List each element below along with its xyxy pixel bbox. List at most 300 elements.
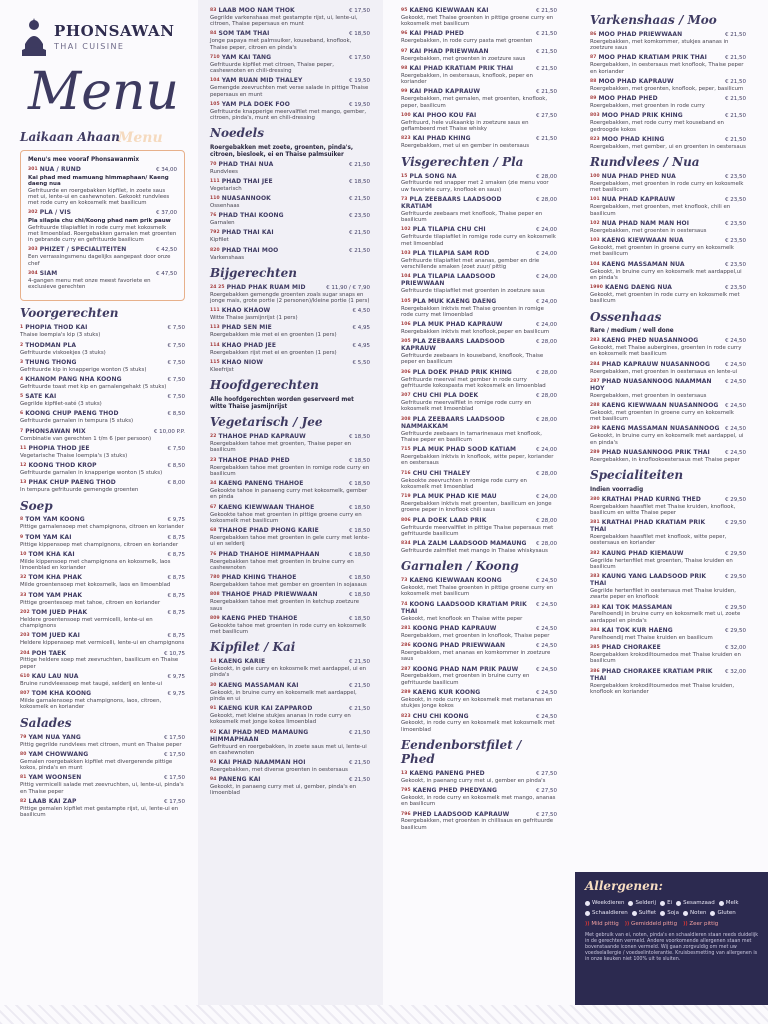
menu-item-price: € 28,00	[536, 416, 557, 423]
menu-item-header	[20, 674, 185, 681]
menu-item	[210, 706, 370, 725]
section-title-text: Voorgerechten	[20, 306, 119, 321]
menu-item-price: € 18,50	[349, 592, 370, 599]
menu-item-description: Milde kippensoep met champignons en kokosmelk, laos limoenblad en koriander	[20, 558, 171, 572]
menu-item-number: 11	[20, 445, 27, 451]
menu-item-description: Roergebakken, met groenten in bruine curry en gefrituurde basilicum	[401, 673, 530, 686]
menu-item	[590, 238, 746, 257]
menu-item-price: € 29,50	[725, 604, 746, 611]
buddha-logo-icon	[20, 16, 48, 58]
menu-item-header	[401, 113, 557, 120]
menu-item-number: 104	[210, 78, 220, 84]
menu-item	[28, 247, 177, 266]
menu-item-price: € 24,50	[536, 666, 557, 673]
menu-item-header	[590, 450, 746, 457]
menu-item-price: € 27,50	[536, 811, 557, 818]
menu-item-description: Roergebakken, met groenten in oestersaus en lente-ui	[590, 368, 738, 375]
menu-item-header	[401, 771, 557, 778]
menu-item-description: Pittige garnalensoep met champignons, citroen en koriander	[20, 524, 184, 531]
menu-item-name: 284 PHAD KAPRAUW NUASANNOOG	[590, 360, 710, 368]
menu-item	[590, 551, 746, 570]
menu-item	[210, 102, 370, 121]
section-title-text: Vegetarisch / Jee	[210, 415, 323, 430]
chili-icon: ))	[683, 920, 688, 927]
menu-item-number: 82	[20, 798, 27, 804]
menu-item-number: 7	[20, 428, 24, 434]
menu-item-name: 809 KAENG PHED THAHOE	[210, 614, 298, 622]
menu-item-number: 86	[590, 31, 597, 37]
menu-item-price: € 8,75	[167, 534, 185, 541]
menu-item-name: 98 KAI PHAD KRATIAM PRIK THAI	[401, 64, 514, 72]
menu-item	[590, 285, 746, 304]
column-4-sections	[590, 14, 746, 695]
menu-section	[210, 416, 370, 635]
menu-item-description: Pittige gemalen kipfilet met gestampte rijst, ui, lente-ui en basilicum	[20, 805, 179, 818]
menu-item	[20, 463, 185, 476]
menu-item-header	[590, 379, 746, 393]
menu-item	[210, 55, 370, 74]
brand-name: PHONSAWAN	[54, 21, 175, 40]
menu-item-description: Gekookt, in rode curry en kokosmelk met metananas en stukjes jonge kokos	[401, 696, 553, 710]
menu-item-number: 34	[210, 481, 217, 487]
menu-item-number: 92	[210, 729, 217, 735]
menu-item-name: 834 PLA ZALM LAADSOOD MAMAUNG	[401, 540, 527, 548]
menu-item-price: € 29,50	[725, 496, 746, 503]
menu-item-header	[590, 238, 746, 245]
allergen-icon	[628, 901, 633, 906]
menu-item-description: Gefrituurde tilapiafilet in rode curry met kokosmelk met limoenblad. Roergebakken garnalen met groenten in gebrande curry en gefrituurde basilicum	[28, 224, 177, 244]
menu-item-description: Roergebakken tahoe met groenten in ketchup zoetzure saus	[210, 599, 360, 612]
menu-item-description: Roergebakken inktvis met knoflook,peper en basilicum	[401, 329, 550, 335]
menu-item-description: Gekookt, in rode curry en kokosmelk met mango, ananas en basilicum	[401, 794, 556, 808]
menu-item-price: € 21,50	[725, 136, 746, 143]
menu-item-price: € 8,75	[167, 609, 185, 616]
allergen-label: Gluten	[717, 910, 736, 917]
menu-item-name: 289 KAENG KUR KOONG	[401, 689, 481, 697]
menu-item-header	[210, 55, 370, 62]
menu-item-description: Roergebakken, in rode curry pasta met groenten	[401, 38, 533, 45]
menu-item-header	[401, 8, 557, 15]
menu-item-name: 4 KHANOM PANG NHA KOONG	[20, 376, 122, 383]
menu-item	[590, 197, 746, 216]
menu-item-price: € 8,75	[167, 575, 185, 582]
menu-item-name: 110 NUASANNOOK	[210, 194, 271, 202]
menu-item-price: € 21,50	[349, 247, 370, 254]
menu-item-header	[401, 494, 557, 501]
menu-item-description: Milde garnalensoep met champignons, laos, citroen, kokosmelk en koriander	[20, 698, 162, 711]
menu-item-name: 381 KRATHAI PHAD KRATIAM PRIK THAI	[590, 519, 706, 534]
menu-item-name: 792 PHAD THAI KAI	[210, 229, 274, 237]
section-title	[590, 14, 746, 28]
menu-item	[210, 434, 370, 453]
menu-item-price: € 28,00	[536, 339, 557, 346]
menu-item-number: 73	[401, 578, 408, 584]
menu-item-price: € 28,00	[536, 369, 557, 376]
menu-item-price: € 23,50	[725, 285, 746, 292]
menu-item	[20, 633, 185, 646]
menu-item-description: Gegrilde hertenfilet met groenten, Thaise kruiden en basilicum	[590, 557, 733, 570]
menu-item-price: € 21,50	[349, 682, 370, 689]
menu-item-price: € 28,00	[536, 173, 557, 180]
menu-item-name: 91 KAENG KUR KAI ZAPPAROD	[210, 705, 313, 713]
menu-item-number: 115	[210, 359, 220, 365]
allergen-item	[632, 910, 657, 916]
menu-item-header	[401, 274, 557, 288]
allergen-label: Sesamzaad	[683, 899, 715, 906]
menu-item	[210, 592, 370, 611]
menu-item	[590, 338, 746, 357]
menu-item-name: 95 KAENG KIEWWAAN KAI	[401, 7, 489, 14]
menu-item-header	[20, 446, 185, 453]
menu-item-header	[401, 393, 557, 400]
menu-item-name: 710 YAM KAI TANG	[210, 53, 272, 61]
menu-item-number: 383	[590, 604, 600, 610]
menu-item-number: 89	[590, 96, 597, 102]
menu-item-price: € 9,75	[167, 517, 185, 524]
menu-item-number: 610	[20, 673, 30, 679]
menu-item-price: € 18,50	[349, 528, 370, 535]
spice-legend	[585, 921, 758, 928]
menu-item-number: 24 25	[210, 284, 225, 290]
menu-item-header	[28, 271, 177, 278]
menu-item-description: Roergebakken tahoe met groenten in gele curry met lente-ui en selderij	[210, 535, 370, 548]
menu-item-number: 289	[401, 690, 411, 696]
spice-label: Gemiddeld pittig	[629, 920, 678, 927]
menu-item-number: 74	[401, 601, 408, 607]
menu-item-name: 304 SIAM	[28, 269, 58, 277]
menu-item-number: 301	[28, 166, 38, 172]
section-title	[210, 127, 370, 141]
menu-item-description: Gekookt, in bruine curry en kokosmelk met aardappel, ui en pinda's	[590, 433, 744, 446]
menu-item-price: € 24,50	[536, 625, 557, 632]
allergen-title: Allergenen:	[585, 879, 663, 893]
allergen-item	[660, 900, 672, 906]
menu-item-name: 807 TOM KHA KOONG	[20, 690, 92, 698]
menu-section	[20, 500, 185, 711]
menu-item-header	[401, 417, 557, 431]
menu-item-header	[210, 659, 370, 666]
menu-item	[210, 505, 370, 524]
menu-item-price: € 32,00	[725, 645, 746, 652]
menu-item-description: Roergebakken tahoe met groenten in bruine curry en cashewnoten	[210, 558, 354, 571]
menu-item	[210, 8, 370, 27]
menu-item-header	[20, 552, 185, 559]
menu-item-description: Varkenshaas	[210, 254, 245, 261]
menu-item-price: € 4,50	[352, 308, 370, 315]
menu-item-name: 114 KHAO PHAD JEE	[210, 341, 277, 349]
menu-item-name: 719 PLA MUK PHAD KIE MAU	[401, 493, 497, 501]
menu-item-price: € 7,50	[167, 394, 185, 401]
menu-item	[590, 497, 746, 516]
menu-item-price: € 24,00	[536, 298, 557, 305]
menu-item-number: 202	[20, 609, 30, 615]
menu-item-header	[210, 616, 370, 623]
menu-item-description: Gekookt, met groenten in rode curry en kokosmelk met basilicum	[590, 292, 740, 305]
menu-item-number: 834	[401, 541, 411, 547]
menu-item-header	[20, 429, 185, 436]
menu-item	[401, 339, 557, 365]
menu-item-header	[210, 162, 370, 169]
section-title-text: Kipfilet / Kai	[210, 640, 296, 655]
menu-item-number: 68	[210, 528, 217, 534]
menu-item-name: 2 THODMAN PLA	[20, 341, 77, 349]
menu-item-number: 302	[28, 210, 38, 216]
menu-item-price: € 21,50	[349, 230, 370, 237]
menu-item-header	[20, 517, 185, 524]
menu-item-name: 13 KAENG PANENG PHED	[401, 769, 485, 777]
section-box	[20, 150, 185, 301]
menu-item-price: € 21,50	[725, 96, 746, 103]
menu-item-number: 792	[210, 230, 220, 236]
menu-item	[210, 213, 370, 226]
menu-item-number: 719	[401, 494, 411, 500]
menu-item	[590, 605, 746, 624]
menu-item-header	[20, 463, 185, 470]
menu-item	[210, 552, 370, 571]
allergen-label: Schaaldieren	[592, 910, 628, 917]
section-title	[210, 379, 370, 393]
menu-item-price: € 24,00	[536, 494, 557, 501]
menu-item-header	[401, 812, 557, 819]
menu-item-header	[20, 752, 185, 759]
menu-item-price: € 23,50	[349, 213, 370, 220]
menu-item	[20, 343, 185, 356]
menu-item-price: € 8,50	[167, 463, 185, 470]
menu-item-name: 823 MOO PHAD KHING	[590, 135, 665, 143]
menu-section	[20, 307, 185, 493]
menu-item-name: 67 KAENG KIEWWAAN THAHOE	[210, 503, 315, 511]
menu-item	[210, 196, 370, 209]
menu-item-description: Roergebakken, met groenten in oestersaus	[590, 392, 707, 399]
menu-item-header	[28, 210, 177, 217]
menu-item-name: 102 PLA TILAPIA CHU CHI	[401, 226, 486, 234]
menu-item-number: 8	[20, 517, 24, 523]
menu-item-number: 111	[210, 178, 220, 184]
menu-item-description: Gekookt, met kleine stukjes ananas in rode curry en kokosmelk met jonge kokos limoenblad	[210, 713, 351, 726]
menu-item-number: 823	[401, 136, 411, 142]
menu-item	[401, 417, 557, 443]
menu-item	[401, 8, 557, 27]
menu-item-price: € 4,95	[352, 325, 370, 332]
menu-item-price: € 8,50	[167, 411, 185, 418]
brand-block	[20, 8, 185, 60]
menu-item	[401, 771, 557, 784]
column-1-sections	[20, 130, 185, 818]
menu-item-header	[401, 714, 557, 721]
column-2-sections	[210, 8, 370, 797]
menu-item	[401, 197, 557, 223]
menu-item-name: 823 CHU CHI KOONG	[401, 712, 469, 720]
menu-item	[20, 360, 185, 373]
menu-item-price: € 21,50	[349, 659, 370, 666]
menu-section	[210, 127, 370, 260]
menu-item-header	[590, 137, 746, 144]
menu-item-price: € 29,50	[725, 574, 746, 581]
menu-item-number: 307	[401, 393, 411, 399]
menu-item-name: 103 KAENG KIEWWAAN NUA	[590, 237, 684, 245]
menu-item-description: Gekookte tahoe met groenten in pittige groene curry en kokosmelk met basilicum	[210, 511, 362, 524]
menu-item-price: € 24,50	[536, 690, 557, 697]
menu-item-name: 204 POH TAEK	[20, 649, 67, 657]
menu-item	[20, 517, 185, 530]
menu-item-name: 106 PLA MUK PHAD KAPRAUW	[401, 321, 503, 329]
menu-item-number: 284	[590, 361, 600, 367]
menu-item-description: Combinatie van gerechten 1 t/m 6 (per persoon)	[20, 435, 152, 442]
menu-item-header	[210, 343, 370, 350]
menu-item-number: 2	[20, 342, 24, 348]
section-title	[590, 311, 746, 325]
menu-item-price: € 28,00	[536, 196, 557, 203]
menu-item-number: 95	[401, 8, 408, 13]
menu-item-price: € 18,50	[349, 178, 370, 185]
section-title	[590, 156, 746, 170]
menu-item	[210, 458, 370, 477]
menu-item-price: € 24,50	[725, 449, 746, 456]
menu-item-name: 100 NUA PHAD PHED NUA	[590, 172, 676, 180]
menu-item-price: € 28,00	[536, 393, 557, 400]
menu-item-header	[20, 735, 185, 742]
allergen-icon	[710, 911, 715, 916]
column-3-sections	[401, 8, 557, 831]
menu-item-price: € 8,75	[167, 633, 185, 640]
menu-item	[401, 714, 557, 733]
menu-item-number: 287	[590, 378, 600, 384]
menu-item-number: 823	[401, 713, 411, 719]
menu-item-description: Gekookt, met groenten in groene curry en kokosmelk met basilicum	[590, 409, 734, 423]
menu-item	[210, 285, 370, 304]
menu-item-description: Gekookt, in paenang curry met ui, gember en pinda's	[401, 777, 546, 784]
menu-item-price: € 11,90 / € 7,90	[326, 284, 370, 291]
menu-item-price: € 34,00	[156, 166, 177, 173]
menu-item	[401, 447, 557, 466]
menu-item-description: Gefrituurde meervalfilet in romige rode curry en kokosmelk met limoenblad	[401, 400, 532, 413]
menu-item	[401, 370, 557, 389]
menu-item-number: 80	[20, 751, 27, 757]
section-note: Indien voorradig	[590, 487, 644, 494]
menu-item-name: 808 THAHOE PHAD PRIEWWAAN	[210, 591, 318, 599]
menu-item-description: Pittige groentesoep met tahoe, citroen en koriander	[20, 599, 161, 606]
menu-item-header	[401, 690, 557, 697]
menu-item-price: € 24,50	[725, 402, 746, 409]
menu-item-header	[401, 626, 557, 633]
section-title	[210, 641, 370, 655]
menu-item-name: 22 THAHOE PHAD KAPRAUW	[210, 433, 306, 441]
menu-item-header	[210, 308, 370, 315]
menu-item-name: 96 KAI PHAD PHED	[401, 30, 465, 38]
menu-section	[590, 156, 746, 305]
menu-item-price: € 21,50	[536, 8, 557, 14]
menu-item-description: Heldere kippensoep met vermicelli, lente-ui en champignons	[20, 640, 185, 647]
menu-item-price: € 24,50	[725, 378, 746, 385]
menu-item-header	[210, 575, 370, 582]
menu-item-name: 302 PLA / VIS	[28, 209, 72, 217]
menu-item-description: Roergebakken, met groenten, knoflook, peper, basilicum	[590, 85, 744, 92]
menu-item-header	[210, 230, 370, 237]
menu-item-number: 305	[401, 339, 411, 345]
menu-item-description: Roergebakken, in oestersaus met knoflook, Thaise peper en koriander	[590, 62, 744, 75]
section-note: Menu's mee vooraf Phonsawanmix	[28, 157, 140, 164]
section-title-text: Hoofdgerechten	[210, 378, 319, 393]
menu-item-description: Gefrituurde toast met kip en garnalengehakt (5 stuks)	[20, 383, 167, 390]
menu-item-name: 308 PLA ZEEBAARS LAADSOOD NAMMAKKAM	[401, 415, 505, 430]
menu-item-header	[210, 730, 370, 744]
menu-item-price: € 17,50	[349, 54, 370, 61]
menu-item-description: Roergebakken, met groenten in oestersaus	[590, 227, 707, 234]
menu-item-name: 386 PHAD CHORAKEE KRATIAM PRIK THAI	[590, 667, 713, 682]
menu-item-price: € 8,75	[167, 592, 185, 599]
menu-item-description: Roergebakken, in knoflookoestersaus met Thaise peper	[590, 456, 740, 463]
menu-item-price: € 27,50	[536, 770, 557, 777]
allergen-label: Noten	[689, 910, 707, 917]
menu-item-number: 12	[20, 463, 27, 469]
menu-item-description: Gegrilde hertenfilet in oestersaus met Thaise kruiden, zwarte peper en knoflook	[590, 587, 737, 601]
menu-item-header	[401, 49, 557, 56]
menu-item	[590, 221, 746, 234]
section-title	[20, 307, 185, 321]
menu-item-description: Gefrituurde garnalen in knapperige wonton (5 stuks)	[20, 470, 163, 477]
menu-item-number: 803	[590, 113, 600, 119]
allergen-icon	[585, 901, 590, 906]
allergen-icon	[632, 911, 637, 916]
menu-item-number: 67	[210, 504, 217, 510]
menu-item-number: 105	[401, 298, 411, 304]
menu-item-description: Gekookt, met groenten in groene curry en kokosmelk met basilicum	[590, 245, 734, 258]
menu-item	[401, 49, 557, 62]
menu-item-number: 820	[210, 247, 220, 253]
menu-item-name: 610 KAU LAU NUA	[20, 672, 79, 680]
menu-item-description: Gefrituurde tilapiafilet met groenten in zoetzure saus	[401, 288, 545, 295]
menu-item-description: Bruine rundvleessoep met taugé, selderij en lente-ui	[20, 680, 163, 687]
menu-item-name: 203 TOM JUED KAI	[20, 632, 80, 640]
menu-item-price: € 29,50	[725, 550, 746, 557]
menu-section	[401, 156, 557, 555]
menu-item-description: Pittig vermicelli salade met zeevruchten, ui, lente-ui, pinda's en Thaise peper	[20, 782, 184, 795]
menu-item-header	[401, 370, 557, 377]
menu-item-header	[210, 458, 370, 465]
menu-item-price: € 19,50	[349, 101, 370, 108]
menu-item-price: € 7,50	[167, 445, 185, 452]
menu-item	[401, 643, 557, 662]
menu-item-price: € 24,00	[536, 250, 557, 257]
menu-item-number: 1990	[590, 285, 603, 291]
menu-item-header	[401, 541, 557, 548]
menu-item-price: € 21,50	[349, 195, 370, 202]
menu-item	[20, 411, 185, 424]
allergen-item	[660, 910, 679, 916]
menu-item-description: Roergebakken, met ananas en komkommer in zoetzure saus	[401, 650, 551, 663]
section-title	[401, 156, 557, 170]
menu-item-number: 823	[590, 136, 600, 142]
menu-item-price: € 21,50	[349, 729, 370, 736]
menu-item-header	[210, 683, 370, 690]
menu-item-description: Gefrituurde tilapiafilet in romige rode curry en kokosmelk met limoenblad	[401, 234, 556, 247]
menu-item-header	[210, 102, 370, 109]
menu-item-description: In tempura gefrituurde gemengde groenten	[20, 487, 139, 494]
menu-item	[20, 674, 185, 687]
section-note: Rare / medium / well done	[590, 328, 674, 335]
menu-item-number: 22	[210, 434, 217, 440]
menu-item-number: 15	[401, 173, 408, 179]
menu-item-header	[20, 377, 185, 384]
section-title-text: Noedels	[210, 126, 264, 141]
menu-item-price: € 24,00	[536, 322, 557, 329]
menu-item	[590, 645, 746, 664]
menu-item-name: 94 PANENG KAI	[210, 776, 261, 784]
menu-item-header	[401, 788, 557, 795]
section-title-text: Rundvlees / Nua	[590, 155, 700, 170]
menu-item	[20, 429, 185, 442]
section-title	[20, 717, 185, 731]
